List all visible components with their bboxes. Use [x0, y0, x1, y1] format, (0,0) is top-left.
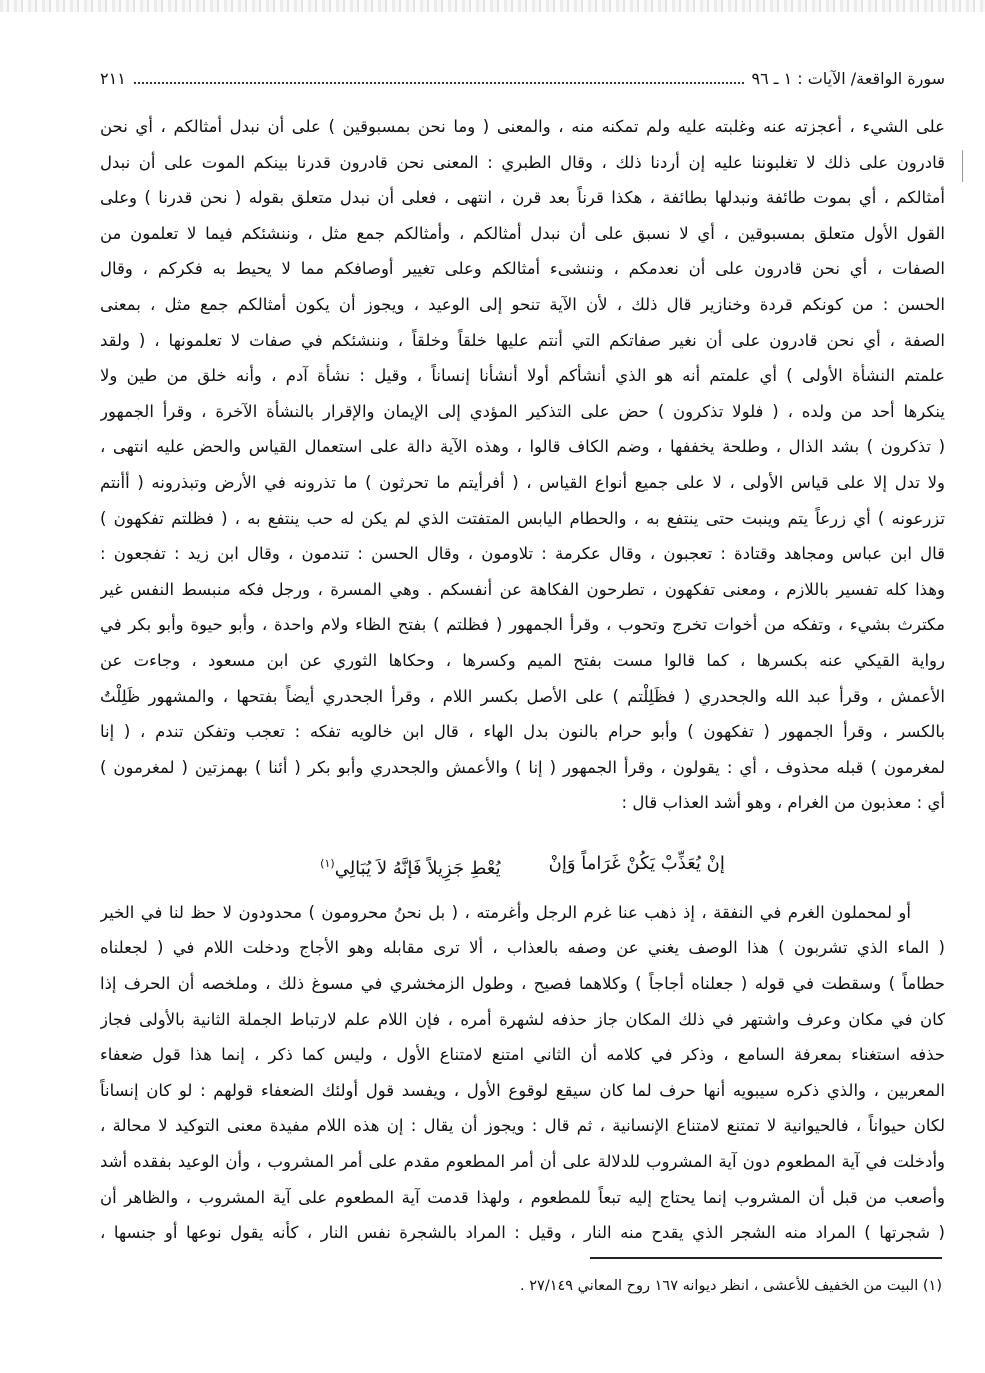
verse-second-hemistich: يُعْطِ جَزِيلاً فَإنَّهُ لاَ يُبَالِي	[334, 857, 501, 879]
verse-second-hemistich-wrap	[320, 839, 500, 889]
body-text	[100, 109, 945, 1251]
verse-first-hemistich: إنْ يُعَذِّبْ يَكُنْ غَرَاماً وَإنْ	[548, 852, 725, 874]
text-line: القول الأول متعلق بمسبوقين ، أي لا نسبق على أن نبدل أمثالكم ، وأمثالكم جمع مثل ، وننشئكم فيما لا تعلمون من	[100, 223, 945, 243]
poetry-verse	[100, 839, 945, 889]
footnote: (١) البيت من الخفيف للأعشى ، انظر ديوانه ١٦٧ روح المعاني ٢٧/١٤٩ .	[520, 1278, 942, 1294]
paragraph-2	[100, 895, 945, 1251]
footnote-separator	[590, 1257, 942, 1259]
scan-artifact-strip	[0, 0, 985, 12]
text-line: قال ابن عباس ومجاهد وقتادة : تعجبون ، وقال عكرمة : تلاومون ، وقال الحسن : تندمون ، وقال ابن زيد : تفجعون :	[100, 544, 945, 564]
text-line: ينكرها أحد من ولده ، ( فلولا تذكرون ) حض على التذكير المؤدي إلى الإيمان والإقرار بالنشأة الآخرة ، وقرأ الجمهور	[100, 401, 945, 421]
text-line: كان في مكان وعرف واشتهر في ذلك المكان جاز حذفه لشهرة أمره ، فإن اللام علم لارتباط الجملة الثانية بالأولى فجاز	[100, 1009, 945, 1029]
text-line: أي : معذبون من الغرام ، وهو أشد العذاب قال :	[621, 793, 945, 813]
text-line: ( شجرتها ) المراد منه الشجر الذي يقدح منه النار ، وقيل : المراد بالشجرة نفس النار ، كأنه يقول نوعها أو جنسها ،	[100, 1223, 945, 1243]
text-line: مكترث بشيء ، وتفكه من أخوات تخرج وتحوب ، وقرأ الجمهور ( فظلتم ) بفتح الظاء ولام واحدة ، وأبو حيوة وأبو بكر في	[100, 615, 945, 635]
text-line: رواية القيكي عنه بكسرها ، كما قالوا مست بفتح الميم وكسرها ، وحكاها الثوري عن ابن مسعود ، وجاءت عن	[100, 650, 945, 670]
text-line: وأدخلت في آية المطعوم دون آية المشروب للدلالة على أن أمر المطعوم مقدم على أمر المشروب ، وأن الوعيد بفقده أشد	[100, 1152, 945, 1172]
text-line: حذفه استغناء بمعرفة السامع ، وذكر في كلامه أن الثاني امتنع لامتناع الأول ، وليس كما ذكر ، إنما هذا قول ضعفاء	[100, 1045, 945, 1065]
text-line: حطاماً ) وسقطت في قوله ( جعلناه أجاجاً ) وكلاهما فصيح ، وطول الزمخشري في مسوغ ذلك ، وملخصه أن الحرف إذا	[100, 974, 945, 994]
text-line: لكان حيواناً ، فالحيوانية لا تمتنع لامتناع الإنسانية ، ثم قال : ويجوز أن يقال : إن هذه اللام مفيدة معنى التوكيد لا محالة ،	[100, 1116, 945, 1136]
margin-mark	[962, 150, 963, 182]
header-title: سورة الواقعة/ الآيات : ١ ـ ٩٦	[751, 68, 945, 88]
text-line: علمتم النشأة الأولى ) أي علمتم أنه هو الذي أنشأكم أولا أنشأنا إنساناً ، وقيل : نشأة آدم ، وأنه خلق من طين ولا	[100, 366, 945, 386]
text-line: وهذا كله تفسير باللازم ، ومعنى تفكهون ، تطرحون الفكاهة عن أنفسكم . وهي المسرة ، ورجل فكه منبسط النفس غير	[100, 579, 945, 599]
paragraph-1	[100, 109, 945, 821]
text-line: بالكسر ، وقرأ الجمهور ( تفكهون ) وأبو حرام بالنون بدل الهاء ، قال ابن خالويه تفكه : تعجب وتفكن تندم ، ( إنا	[100, 722, 945, 742]
text-line: الحسن : من كونكم قردة وخنازير قال ذلك ، لأن الآية تنحو إلى الوعيد ، ويجوز أن يكون أمثالكم جمع مثل ، بمعنى	[100, 294, 945, 314]
text-line: على الشيء ، أعجزته عنه وغلبته عليه ولم تمكنه منه ، والمعنى ( وما نحن بمسبوقين ) على أن نبدل أمثالكم ، أي نحن	[100, 117, 945, 136]
text-line: أمثالكم ، أي بموت طائفة ونبدلها بطائفة ، هكذا قرناً بعد قرن ، انتهى ، فعلى أن نبدل متعلق بقوله ( نحن قدرنا ) وعلى	[100, 188, 945, 208]
text-line: أو لمحملون الغرم في النفقة ، إذ ذهب عنا غرم الرجل وأغرمته ، ( بل نحنُ محرومون ) محدودون لا حظ لنا في الخير	[100, 902, 911, 922]
page-number: ٢١١	[100, 68, 126, 88]
dotted-leader	[134, 82, 744, 84]
text-line: الصفات ، أي نحن قادرون على أن نعدمكم ، وننشىء أمثالكم وعلى تغيير أوصافكم مما لا يحيط به فكركم ، وقال	[100, 259, 945, 279]
running-header	[100, 64, 945, 92]
text-line: ولا تدل إلا على قياس الأولى ، لا على جميع أنواع القياس ، ( أفرأيتم ما تحرثون ) ما تذرونه في الأرض وتبذرونه ( أأنتم	[100, 472, 945, 492]
text-line: قادرون على ذلك لا تغلبوننا عليه إن أردنا ذلك ، وقال الطبري : المعنى نحن قادرون قدرنا بينكم الموت على أن نبدل	[100, 152, 945, 172]
text-line: وأصعب من قبل أن المشروب إنما يحتاج إليه تبعاً للمطعوم ، ولهذا قدمت آية المطعوم على آية المشروب ، والظاهر أن	[100, 1187, 945, 1207]
text-line: ( تذكرون ) بشد الذال ، وطلحة يخففها ، وضم الكاف قالوا ، وهذه الآية دالة على استعمال القياس والحض عليه انتهى ،	[100, 437, 945, 457]
text-line: الأعمش ، وقرأ عبد الله والجحدري ( فظَلِلْتم ) على الأصل بكسر اللام ، وقرأ الجحدري أيضاً بفتحها ، والمشهور ظَلِلْتُ	[100, 686, 945, 706]
text-line: ( الماء الذي تشربون ) هذا الوصف يغني عن وصفه بالعذاب ، ألا ترى مقابله وهو الأجاج ودخلت اللام في ( لجعلناه	[100, 938, 945, 958]
text-line: المعربين ، والذي ذكره سيبويه أنها حرف لما كان سيقع لوقوع الأول ، ويفسد قول أولئك الضعفاء قولهم : لو كان إنساناً	[100, 1080, 945, 1100]
text-line: تزرعونه ) أي زرعاً يتم وينبت حتى ينتفع به ، والحطام اليابس المتفتت الذي لم يكن له حب ينتفع به ، ( فظلتم تفكهون )	[100, 508, 945, 528]
footnote-marker: (١)	[320, 856, 335, 870]
text-line: الصفة ، أي نحن قادرون على أن نغير صفاتكم التي أنتم عليها خلقاً وخلقاً ، وننشئكم في صفات لا تعلمونها ، ( ولقد	[100, 330, 945, 350]
text-line: لمغرمون ) قبله محذوف ، أي : يقولون ، وقرأ الجمهور ( إنا ) والأعمش والجحدري وأبو بكر ( أئنا ) بهمزتين ( لمغرمون )	[100, 757, 945, 777]
